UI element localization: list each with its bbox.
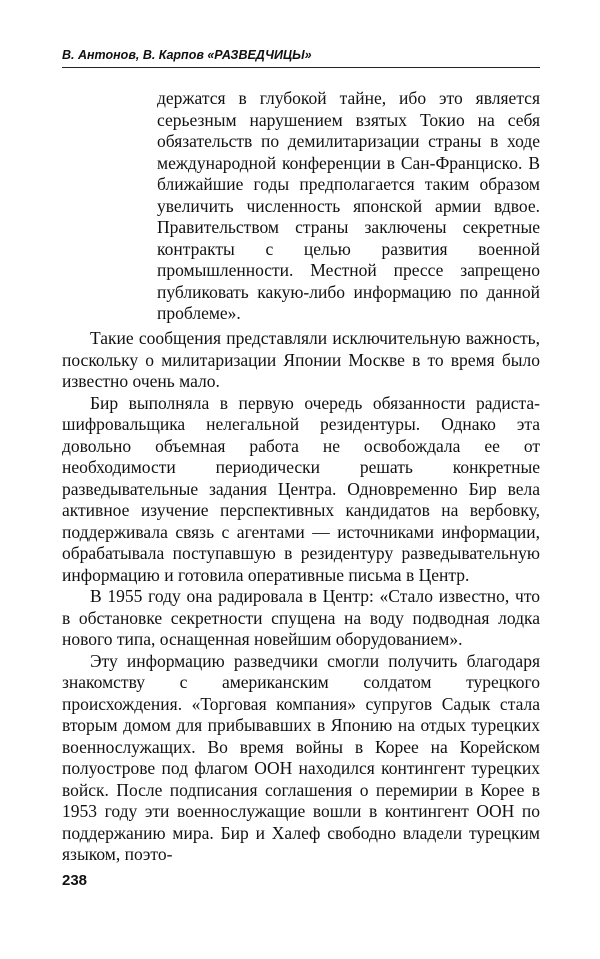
body-text	[62, 328, 540, 866]
paragraph-1: Такие сообщения представляли исключительную важность, поскольку о милитаризации Японии Москве в то время было известно очень мало.	[62, 328, 540, 391]
page-number: 238	[62, 872, 88, 889]
paragraph-2: Бир выполняла в первую очередь обязанности радиста-шифровальщика нелегальной резидентуры. Однако эта довольно объемная работа не освобождала ее от необходимости периодически решать конкретные разведывательные задания Центра. Одновременно Бир вела активное изучение перспективных кандидатов на вербовку, поддерживала связь с агентами — источниками информации, обрабатывала поступавшую в резидентуру разведывательную информацию и готовила оперативные письма в Центр.	[62, 392, 540, 585]
running-head: В. Антонов, В. Карпов «РАЗВЕДЧИЦЫ»	[62, 48, 312, 62]
paragraph-3: В 1955 году она радировала в Центр: «Стало известно, что в обстановке секретности спущена на воду подводная лодка нового типа, оснащенная новейшим оборудованием».	[62, 586, 540, 649]
quote-text: держатся в глубокой тайне, ибо это является серьезным нарушением взятых Токио на себя обязательств по демилитаризации страны в ходе международной конференции в Сан-Франциско. В ближайшие годы предполагается таким образом увеличить численность японской армии вдвое. Правительством страны заключены секретные контракты с целью развития военной промышленности. Местной прессе запрещено публиковать какую-либо информацию по данной проблеме».	[157, 88, 540, 323]
header-rule	[62, 67, 540, 68]
paragraph-4: Эту информацию разведчики смогли получить благодаря знакомству с американским солдатом турецкого происхождения. «Торговая компания» супругов Садык стала вторым домом для прибывавших в Японию на отдых турецких военнослужащих. Во время войны в Корее на Корейском полуострове под флагом ООН находился контингент турецких войск. После подписания соглашения о перемирии в Корее в 1953 году эти военнослужащие вошли в контингент ООН по поддержанию мира. Бир и Халеф свободно владели турецким языком, поэто-	[62, 650, 540, 864]
quoted-report	[157, 88, 540, 325]
